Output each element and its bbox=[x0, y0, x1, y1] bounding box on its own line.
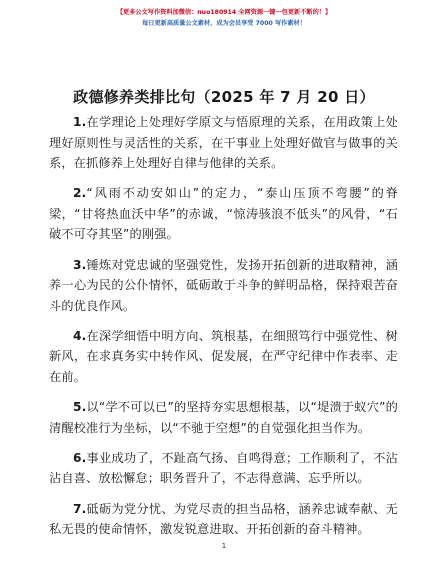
list-item bbox=[49, 183, 398, 245]
page-number: 1 bbox=[221, 542, 227, 550]
item-text: 在学理论上处理好学原文与悟原理的关系，在用政策上处理好原则性与灵活性的关系，在干事业上处理好做官与做事的关系，在抓修养上处理好自律与他律的关系。 bbox=[49, 115, 398, 171]
list-item bbox=[49, 397, 398, 438]
item-number: 2. bbox=[73, 186, 87, 201]
promo-banner-line-2: 每日更新高质量公文素材，成为会员享受 7000 写作素材！ bbox=[142, 20, 306, 27]
document-title: 政德修养类排比句（2025 年 7 月 20 日） bbox=[73, 88, 375, 106]
item-text: “风雨不动安如山”的定力，“泰山压顶不弯腰”的脊梁，“甘将热血沃中华”的赤诚，“惊涛骇浪不低头”的风骨，“石破不可夺其坚”的刚强。 bbox=[49, 186, 398, 242]
item-text: 事业成功了，不趾高气扬、自鸣得意；工作顺利了，不沾沾自喜、放松懈怠；职务晋升了，不志得意满、忘乎所以。 bbox=[49, 450, 398, 486]
list-item bbox=[49, 112, 398, 174]
item-text: 锤炼对党忠诚的坚强党性，发扬开拓创新的进取精神，涵养一心为民的公仆情怀，砥砺敢于斗争的鲜明品格，保持艰苦奋斗的优良作风。 bbox=[49, 257, 398, 313]
document-body bbox=[49, 112, 398, 549]
item-number: 7. bbox=[73, 501, 87, 516]
item-text: 在深学细悟中明方向、筑根基，在细照笃行中强党性、树新风，在求真务实中转作风、促发展，在严守纪律中作表率、走在前。 bbox=[49, 328, 398, 385]
list-item bbox=[49, 499, 398, 540]
item-text: 以“学不可以已”的坚持夯实思想根基，以“堤溃于蚁穴”的清醒校准行为坐标，以“不驰于空想”的自觉强化担当作为。 bbox=[49, 400, 398, 435]
item-number: 6. bbox=[73, 450, 87, 465]
list-item bbox=[49, 448, 398, 489]
item-number: 4. bbox=[73, 328, 87, 343]
promo-banner bbox=[0, 7, 448, 29]
item-text: 砥砺为党分忧、为党尽责的担当品格，涵养忠诚奉献、无私无畏的使命情怀，激发锐意进取、开拓创新的奋斗精神。 bbox=[49, 501, 398, 537]
item-number: 5. bbox=[73, 400, 87, 415]
promo-banner-line-1: 【更多公文写作资料加微信：nuo180914 全网资源一键一包更新不断的！】 bbox=[116, 9, 332, 16]
list-item bbox=[49, 326, 398, 388]
item-number: 1. bbox=[73, 115, 87, 129]
item-number: 3. bbox=[73, 257, 87, 272]
list-item bbox=[49, 255, 398, 317]
